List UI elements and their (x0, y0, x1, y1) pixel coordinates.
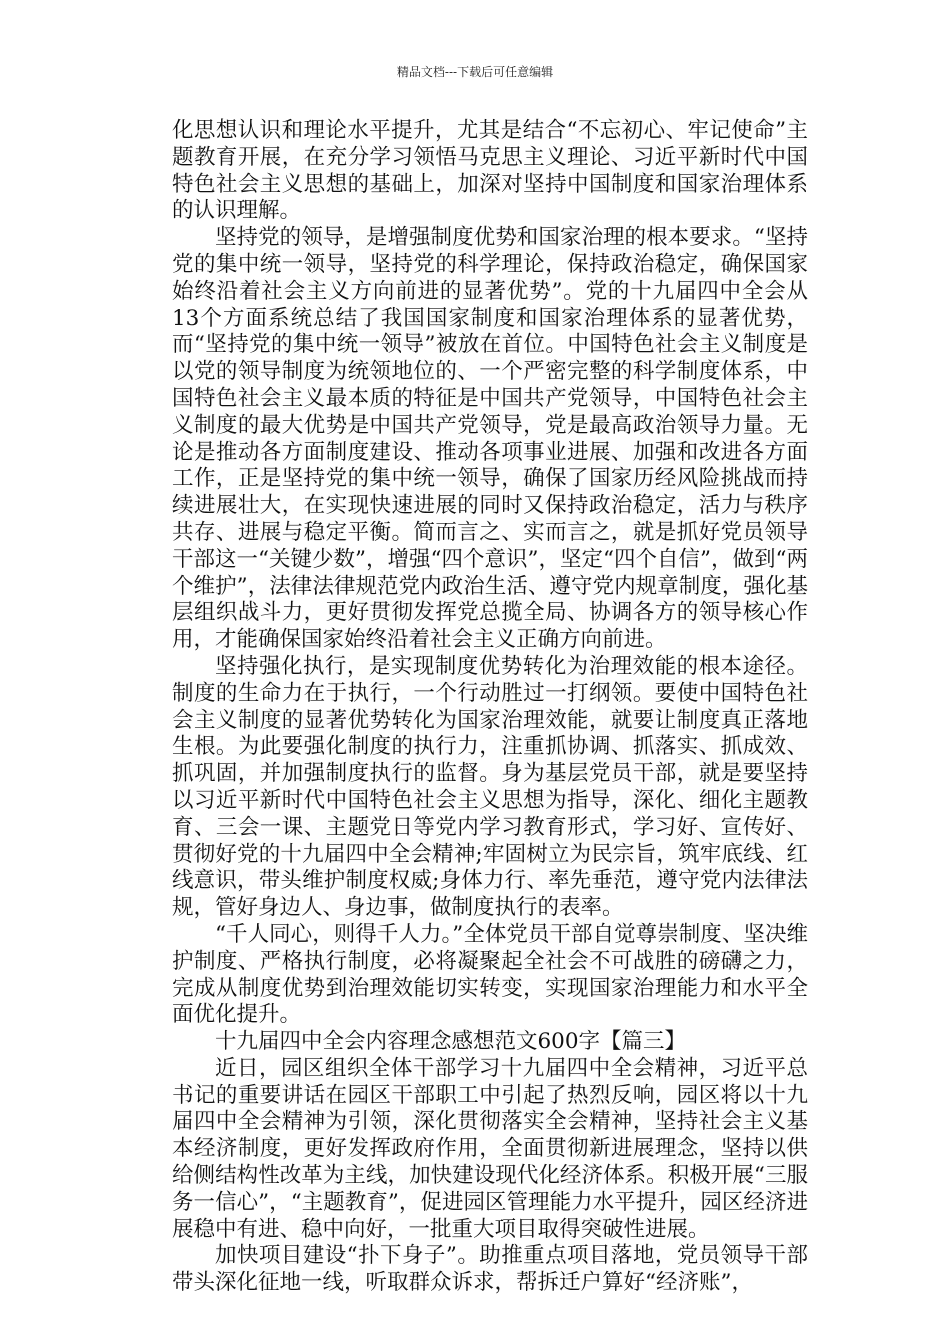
paragraph: 加快项目建设“扑下身子”。助推重点项目落地，党员领导干部带头深化征地一线，听取群众诉求，帮拆迁户算好“经济账”， (172, 1243, 808, 1296)
paragraph: 坚持党的领导，是增强制度优势和国家治理的根本要求。“坚持党的集中统一领导，坚持党的科学理论，保持政治稳定，确保国家始终沿着社会主义方向前进的显著优势”。党的十九届四中全会从13个方面系统总结了我国国家制度和国家治理体系的显著优势，而“坚持党的集中统一领导”被放在首位。中国特色社会主义制度是以党的领导制度为统领地位的、一个严密完整的科学制度体系，中国特色社会主义最本质的特征是中国共产党领导，中国特色社会主义制度的最大优势是中国共产党领导，党是最高政治领导力量。无论是推动各方面制度建设、推动各项事业进展、加强和改进各方面工作，正是坚持党的集中统一领导，确保了国家历经风险挑战而持续进展壮大，在实现快速进展的同时又保持政治稳定，活力与秩序共存、进展与稳定平衡。简而言之、实而言之，就是抓好党员领导干部这一“关键少数”，增强“四个意识”，坚定“四个自信”，做到“两个维护”，法律法律规范党内政治生活、遵守党内规章制度，强化基层组织战斗力，更好贯彻发挥党总揽全局、协调各方的领导核心作用，才能确保国家始终沿着社会主义正确方向前进。 (172, 225, 808, 653)
document-body (172, 118, 808, 1297)
page-header: 精品文档---下载后可任意编辑 (396, 65, 554, 79)
section-heading: 十九届四中全会内容理念感想范文600字【篇三】 (215, 1029, 687, 1055)
paragraph: 化思想认识和理论水平提升，尤其是结合“不忘初心、牢记使命”主题教育开展，在充分学习领悟马克思主义理论、习近平新时代中国特色社会主义思想的基础上，加深对坚持中国制度和国家治理体系的认识理解。 (172, 118, 808, 224)
paragraph: 近日，园区组织全体干部学习十九届四中全会精神，习近平总书记的重要讲话在园区干部职工中引起了热烈反响，园区将以十九届四中全会精神为引领，深化贯彻落实全会精神，坚持社会主义基本经济制度，更好发挥政府作用，全面贯彻新进展理念，坚持以供给侧结构性改革为主线，加快建设现代化经济体系。积极开展“三服务一信心”，“主题教育”，促进园区管理能力水平提升，园区经济进展稳中有进、稳中向好，一批重大项目取得突破性进展。 (172, 1055, 808, 1242)
paragraph: “千人同心，则得千人力。”全体党员干部自觉尊崇制度、坚决维护制度、严格执行制度，必将凝聚起全社会不可战胜的磅礴之力，完成从制度优势到治理效能切实转变，实现国家治理能力和水平全面优化提升。 (172, 921, 808, 1028)
paragraph: 坚持强化执行，是实现制度优势转化为治理效能的根本途径。制度的生命力在于执行，一个行动胜过一打纲领。要使中国特色社会主义制度的显著优势转化为国家治理效能，就要让制度真正落地生根。为此要强化制度的执行力，注重抓协调、抓落实、抓成效、抓巩固，并加强制度执行的监督。身为基层党员干部，就是要坚持以习近平新时代中国特色社会主义思想为指导，深化、细化主题教育、三会一课、主题党日等党内学习教育形式，学习好、宣传好、贯彻好党的十九届四中全会精神;牢固树立为民宗旨，筑牢底线、红线意识，带头维护制度权威;身体力行、率先垂范，遵守党内法律法规，管好身边人、身边事，做制度执行的表率。 (172, 653, 808, 921)
